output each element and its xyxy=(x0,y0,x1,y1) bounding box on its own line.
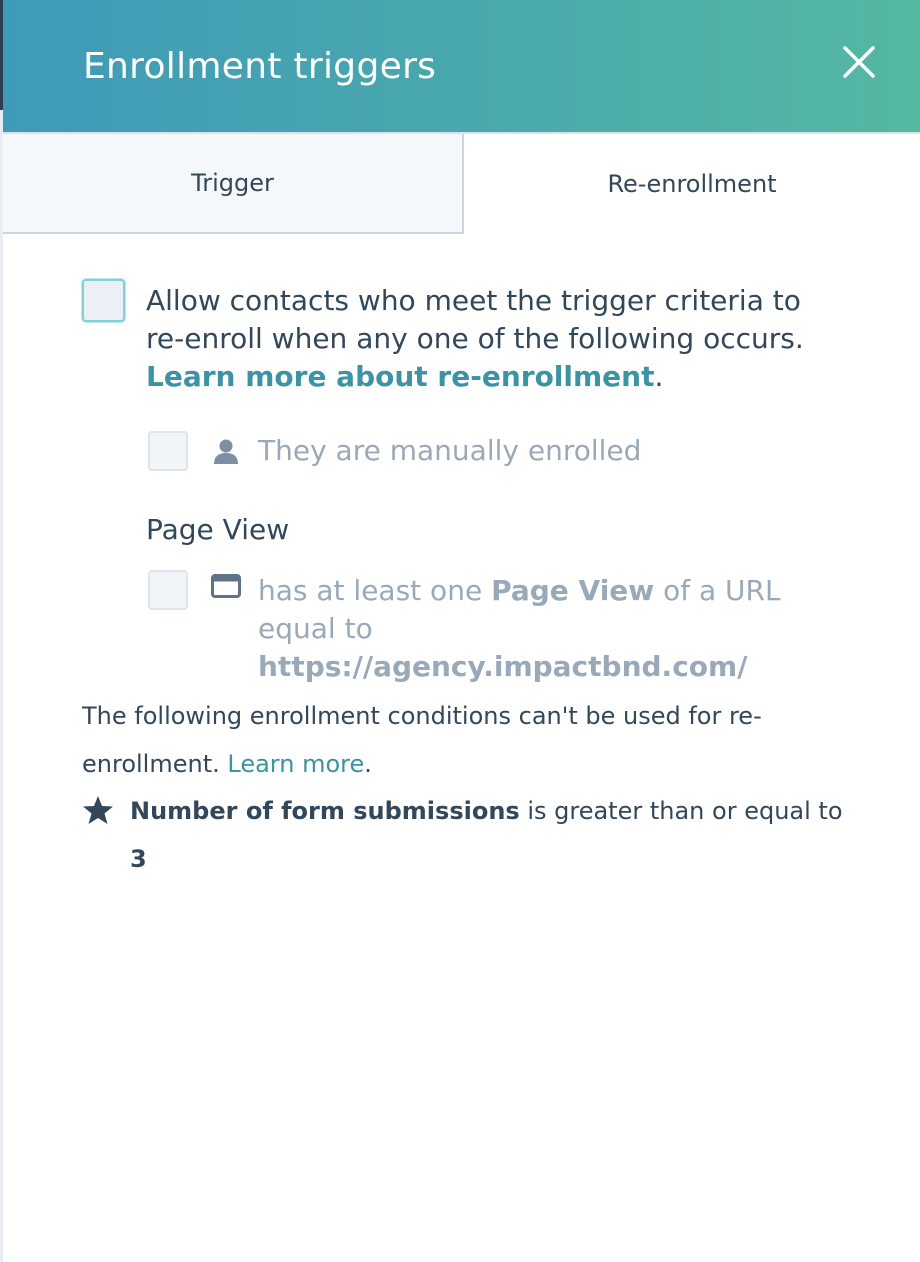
manual-enroll-checkbox[interactable] xyxy=(148,431,188,471)
star-icon xyxy=(82,795,114,825)
browser-window-icon xyxy=(211,574,241,598)
allow-reenroll-description xyxy=(146,282,846,396)
tab-re-enrollment[interactable]: Re-enrollment xyxy=(464,134,920,234)
condition-property: Number of form submissions xyxy=(130,797,520,825)
close-button[interactable] xyxy=(837,40,881,84)
allow-reenroll-checkbox[interactable] xyxy=(82,279,125,322)
period: . xyxy=(654,360,664,393)
reenroll-limitation-note xyxy=(82,692,842,788)
manual-enroll-label: They are manually enrolled xyxy=(258,434,642,467)
note-period: . xyxy=(364,750,372,778)
condition-operator: is greater than or equal to xyxy=(527,797,843,825)
page-view-middle: of a URL equal to xyxy=(258,574,781,645)
tab-trigger[interactable]: Trigger xyxy=(3,134,464,234)
learn-more-reenrollment-link[interactable]: Learn more about re-enrollment xyxy=(146,360,655,393)
page-view-section-label: Page View xyxy=(146,513,290,546)
page-view-bold: Page View xyxy=(491,574,655,607)
page-view-description xyxy=(258,572,818,686)
panel-title: Enrollment triggers xyxy=(83,46,437,87)
note-text: The following enrollment conditions can't be used for re-enrollment. xyxy=(82,702,762,778)
page-view-url: https://agency.impactbnd.com/ xyxy=(258,650,748,683)
close-icon xyxy=(837,40,881,84)
panel-header xyxy=(3,0,920,134)
page-view-checkbox[interactable] xyxy=(148,570,188,610)
condition-value: 3 xyxy=(130,845,147,873)
person-icon xyxy=(213,437,239,465)
tab-bar xyxy=(3,134,920,234)
learn-more-link[interactable]: Learn more xyxy=(227,750,365,778)
condition-item xyxy=(130,787,860,883)
allow-reenroll-text: Allow contacts who meet the trigger criteria to re-enroll when any one of the following occurs. xyxy=(146,284,804,355)
page-view-prefix: has at least one xyxy=(258,574,483,607)
